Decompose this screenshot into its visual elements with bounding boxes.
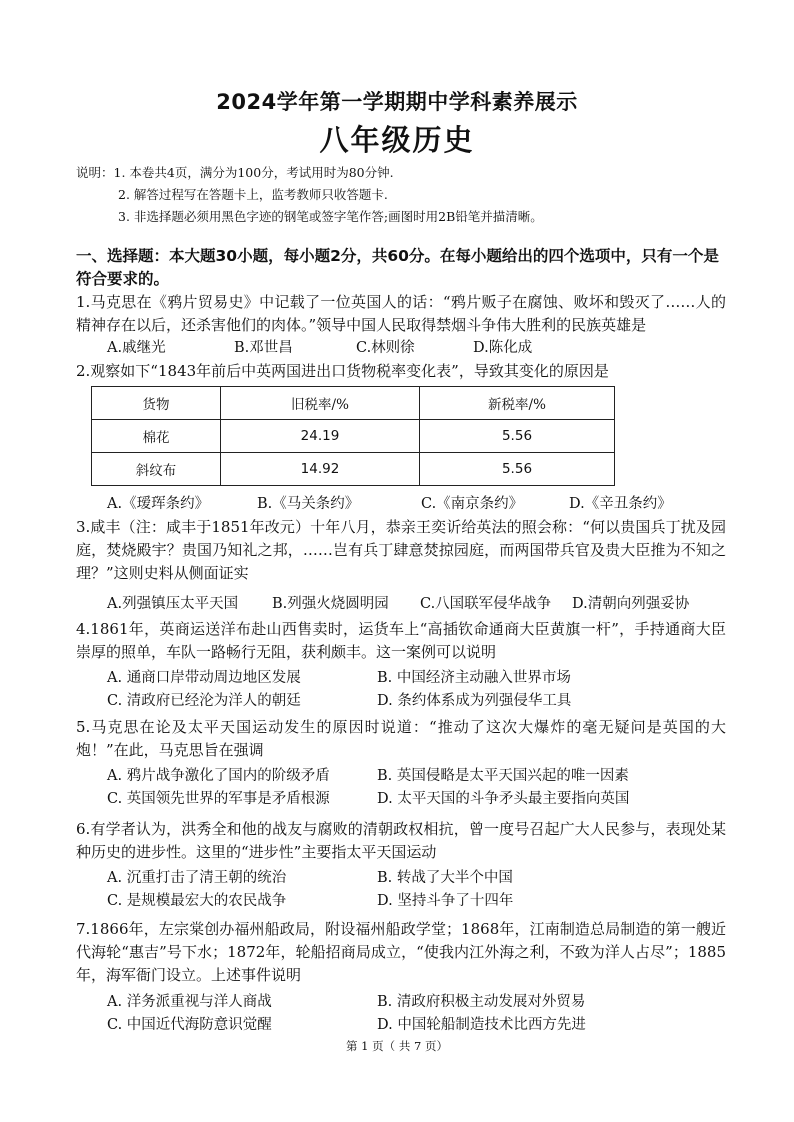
instruction-line: 说明：1. 本卷共4页，满分为100分，考试用时为80分钟. (76, 165, 394, 180)
question-5-stem: 5.马克思在论及太平天国运动发生的原因时说道：“推动了这次大爆炸的毫无疑问是英国的大炮！”在此，马克思旨在强调 (76, 718, 726, 759)
question-1-stem: 1.马克思在《鸦片贸易史》中记载了一位英国人的话：“鸦片贩子在腐蚀、败坏和毁灭了……人的精神存在以后，还杀害他们的肉体。”领导中国人民取得禁烟斗争伟大胜利的民族英雄是 (76, 293, 726, 334)
table-cell: 5.56 (420, 453, 615, 486)
option-d[interactable]: D. 坚持斗争了十四年 (377, 893, 514, 909)
option-a[interactable]: A. 鸦片战争激化了国内的阶级矛盾 (107, 768, 330, 784)
option-c[interactable]: C. 是规模最宏大的农民战争 (107, 893, 287, 909)
section-heading: 一、选择题：本大题30小题，每小题2分，共60分。在每小题给出的四个选项中，只有一个是符合要求的。 (76, 247, 719, 288)
question-3-stem: 3.咸丰（注：咸丰于1851年改元）十年八月，恭亲王奕䜣给英法的照会称：“何以贵国兵丁扰及园庭，焚烧殿宇？贵国乃知礼之邦，……岂有兵丁肆意焚掠园庭，而两国带兵官及贵大臣推为不知之理？”这则史料从侧面证实 (76, 518, 726, 582)
question-5-options (107, 765, 727, 811)
question-6-options (107, 867, 727, 913)
question-4-options (107, 667, 727, 713)
option-c[interactable]: C. 清政府已经沦为洋人的朝廷 (107, 693, 301, 709)
table-cell: 5.56 (420, 420, 615, 453)
question-7-stem: 7.1866年，左宗棠创办福州船政局，附设福州船政学堂；1868年，江南制造总局制造的第一艘近代海轮“惠吉”号下水；1872年，轮船招商局成立，“使我内江外海之利，不致为洋人占尽”；1885年，海军衙门设立。上述事件说明 (76, 920, 726, 984)
option-c[interactable]: C. 英国领先世界的军事是矛盾根源 (107, 791, 330, 807)
page-number: 第 1 页（ 共 7 页） (346, 1039, 448, 1053)
option-d[interactable]: D. 太平天国的斗争矛头最主要指向英国 (377, 791, 630, 807)
option-b[interactable]: B. 英国侵略是太平天国兴起的唯一因素 (377, 768, 629, 784)
option-b[interactable]: B.《马关条约》 (257, 496, 360, 512)
question-6-stem: 6.有学者认为，洪秀全和他的战友与腐败的清朝政权相抗，曾一度号召起广大人民参与，表现处某种历史的进步性。这里的“进步性”主要指太平天国运动 (76, 820, 726, 861)
option-d[interactable]: D. 中国轮船制造技术比西方先进 (377, 1017, 586, 1033)
option-a[interactable]: A. 沉重打击了清王朝的统治 (107, 870, 287, 886)
option-d[interactable]: D.陈化成 (473, 340, 533, 356)
tax-rate-table (91, 386, 615, 486)
table-cell: 14.92 (221, 453, 420, 486)
exam-title: 2024学年第一学期期中学科素养展示 (216, 90, 578, 114)
option-c[interactable]: C. 中国近代海防意识觉醒 (107, 1017, 272, 1033)
table-header-cell: 货物 (92, 387, 221, 420)
option-b[interactable]: B. 清政府积极主动发展对外贸易 (377, 994, 586, 1010)
option-c[interactable]: C.林则徐 (356, 340, 415, 356)
option-a[interactable]: A.列强镇压太平天国 (107, 596, 239, 612)
question-4-stem: 4.1861年，英商运送洋布赴山西售卖时，运货车上“高插钦命通商大臣黄旗一杆”，手持通商大臣崇厚的照单，车队一路畅行无阻，获利颇丰。这一案例可以说明 (76, 620, 726, 661)
question-2-options (107, 493, 672, 516)
table-cell: 斜纹布 (92, 453, 221, 486)
option-a[interactable]: A. 通商口岸带动周边地区发展 (107, 670, 301, 686)
instruction-line: 3. 非选择题必须用黑色字迹的钢笔或签字笔作答;画图时用2B铅笔并描清晰。 (118, 209, 543, 224)
table-header-row (92, 387, 615, 420)
option-a[interactable]: A.《瑷珲条约》 (107, 496, 210, 512)
question-3-options (107, 593, 689, 616)
instructions (76, 162, 543, 228)
option-d[interactable]: D.《辛丑条约》 (569, 496, 672, 512)
option-b[interactable]: B. 中国经济主动融入世界市场 (377, 670, 571, 686)
option-c[interactable]: C.《南京条约》 (421, 496, 524, 512)
option-b[interactable]: B.列强火烧圆明园 (272, 596, 389, 612)
table-cell: 棉花 (92, 420, 221, 453)
question-1-options (107, 337, 532, 360)
question-2-stem: 2.观察如下“1843年前后中英两国进出口货物税率变化表”，导致其变化的原因是 (76, 362, 609, 380)
table-row (92, 453, 615, 486)
table-header-cell: 旧税率/% (221, 387, 420, 420)
table-cell: 24.19 (221, 420, 420, 453)
instruction-line: 2. 解答过程写在答题卡上，监考教师只收答题卡. (118, 187, 388, 202)
option-b[interactable]: B. 转战了大半个中国 (377, 870, 513, 886)
option-d[interactable]: D.清朝向列强妥协 (572, 596, 690, 612)
exam-subject-title: 八年级历史 (319, 123, 475, 157)
option-a[interactable]: A.戚继光 (107, 340, 166, 356)
option-d[interactable]: D. 条约体系成为列强侵华工具 (377, 693, 572, 709)
option-a[interactable]: A. 洋务派重视与洋人商战 (107, 994, 272, 1010)
option-c[interactable]: C.八国联军侵华战争 (420, 596, 552, 612)
table-row (92, 420, 615, 453)
table-header-cell: 新税率/% (420, 387, 615, 420)
question-7-options (107, 991, 727, 1037)
option-b[interactable]: B.邓世昌 (234, 340, 293, 356)
